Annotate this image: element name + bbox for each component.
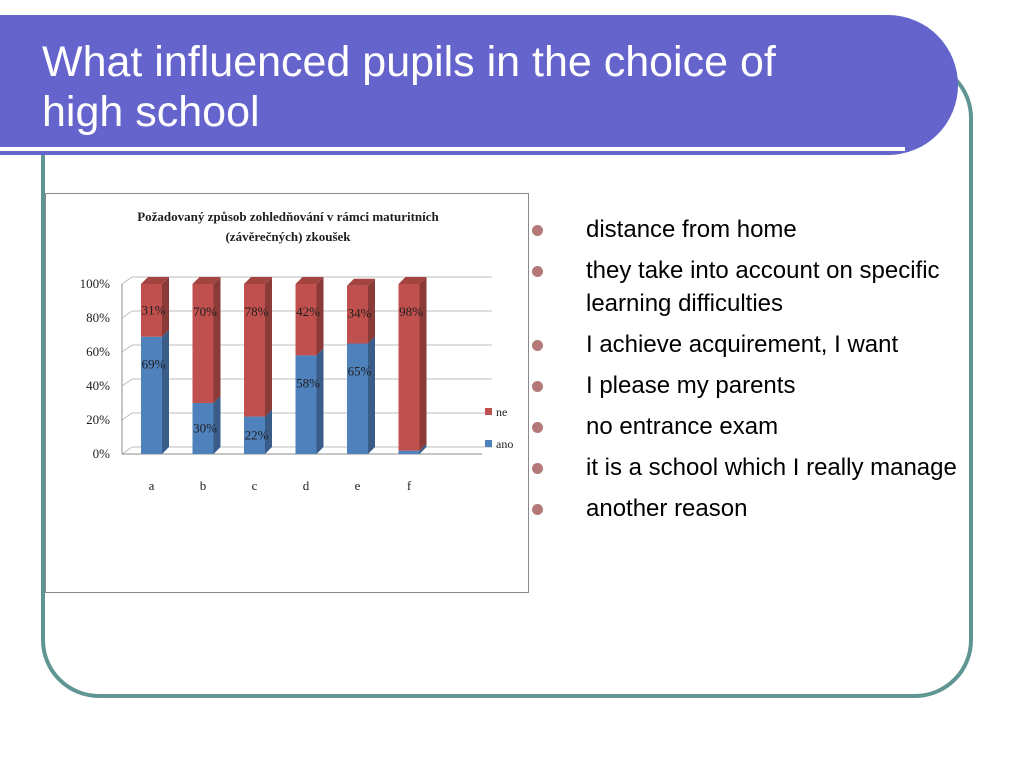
reason-item bbox=[532, 328, 972, 361]
bar-ne bbox=[296, 284, 317, 355]
bar-side-ne bbox=[265, 277, 272, 417]
legend-swatch-ano bbox=[485, 440, 492, 447]
legend-label: ne bbox=[496, 405, 508, 419]
data-label: 69% bbox=[141, 356, 166, 372]
reason-item bbox=[532, 213, 972, 246]
chart-title-line-2: (závěrečných) zkoušek bbox=[225, 229, 351, 244]
bullet-icon bbox=[532, 266, 543, 277]
reason-text: another reason bbox=[586, 495, 748, 522]
gridline-diagonal bbox=[122, 345, 132, 352]
bar-side-ano bbox=[368, 337, 375, 455]
x-tick-label: d bbox=[302, 478, 310, 493]
legend-swatch-ne bbox=[485, 408, 492, 415]
bullet-icon bbox=[532, 504, 543, 515]
chart-panel bbox=[45, 193, 529, 593]
gridline-diagonal bbox=[122, 447, 132, 454]
slide-title-line-1: What influenced pupils in the choice of bbox=[42, 38, 776, 86]
x-tick-label: e bbox=[354, 478, 361, 493]
data-label: 98% bbox=[399, 304, 423, 319]
bullet-icon bbox=[532, 463, 543, 474]
bullet-icon bbox=[532, 422, 543, 433]
data-label: 42% bbox=[296, 304, 320, 319]
x-tick-label: c bbox=[251, 478, 258, 493]
gridline-diagonal bbox=[122, 379, 132, 386]
reason-list bbox=[532, 213, 972, 533]
bar-ano bbox=[347, 344, 368, 455]
bullet-icon bbox=[532, 340, 543, 351]
y-tick-label: 40% bbox=[86, 378, 110, 393]
gridline-diagonal bbox=[122, 311, 132, 318]
y-tick-label: 60% bbox=[86, 344, 110, 359]
bar-side-ano bbox=[317, 348, 324, 454]
x-tick-label: b bbox=[199, 478, 207, 493]
reason-item bbox=[532, 254, 972, 320]
data-label: 58% bbox=[296, 375, 320, 391]
title-bar bbox=[0, 15, 958, 155]
bar-side-ano bbox=[162, 330, 169, 454]
bar-side-ne bbox=[214, 277, 221, 403]
x-tick-label: a bbox=[148, 478, 155, 493]
bar-ano bbox=[296, 355, 317, 454]
reason-text: they take into account on specific learning difficulties bbox=[586, 257, 940, 317]
data-label: 65% bbox=[347, 363, 372, 379]
data-label: 78% bbox=[244, 304, 269, 319]
y-tick-label: 0% bbox=[92, 446, 110, 461]
slide-title-line-2: high school bbox=[42, 88, 260, 136]
reason-item bbox=[532, 492, 972, 525]
y-tick-label: 80% bbox=[86, 310, 110, 325]
bar-ano bbox=[141, 337, 162, 454]
slide-title bbox=[42, 37, 942, 137]
bullet-icon bbox=[532, 381, 543, 392]
reason-text: no entrance exam bbox=[586, 413, 779, 440]
gridline-diagonal bbox=[122, 277, 132, 284]
bar-ne bbox=[193, 284, 214, 403]
data-label: 31% bbox=[141, 302, 166, 318]
reason-text: I achieve acquirement, I want bbox=[586, 331, 899, 358]
legend-label: ano bbox=[496, 437, 514, 451]
x-tick-label: f bbox=[406, 478, 412, 493]
reason-text: distance from home bbox=[586, 216, 797, 243]
bullet-icon bbox=[532, 225, 543, 236]
reason-item bbox=[532, 451, 972, 484]
y-tick-label: 20% bbox=[86, 412, 110, 427]
gridline-diagonal bbox=[122, 413, 132, 420]
reason-item bbox=[532, 410, 972, 443]
bar-ano bbox=[399, 451, 420, 454]
reason-text: I please my parents bbox=[586, 372, 796, 399]
data-label: 30% bbox=[193, 420, 217, 436]
data-label: 34% bbox=[347, 305, 372, 321]
chart-title-line-1: Požadovaný způsob zohledňování v rámci maturitních bbox=[137, 209, 439, 224]
reason-item bbox=[532, 369, 972, 402]
reason-text: it is a school which I really manage bbox=[586, 454, 957, 481]
y-tick-label: 100% bbox=[79, 276, 110, 291]
title-underline bbox=[0, 147, 905, 151]
stacked-bar-chart bbox=[46, 194, 528, 592]
data-label: 70% bbox=[193, 304, 217, 319]
data-label: 22% bbox=[244, 427, 269, 443]
